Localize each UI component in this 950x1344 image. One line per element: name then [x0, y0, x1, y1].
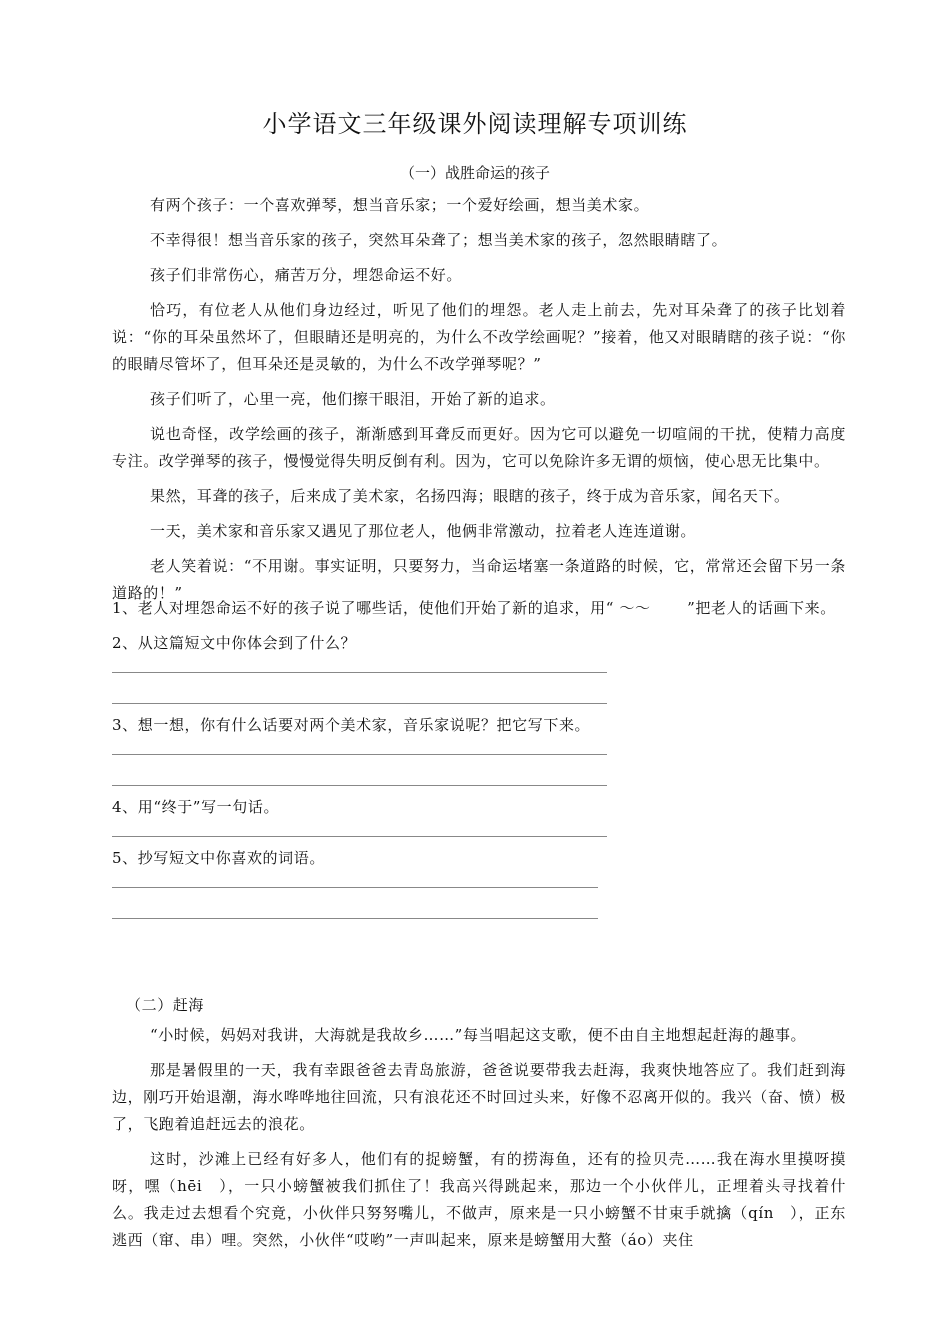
section-1-story — [112, 192, 846, 615]
story-paragraph: 恰巧，有位老人从他们身边经过，听见了他们的埋怨。老人走上前去，先对耳朵聋了的孩子比划着说：“你的耳朵虽然坏了，但眼睛还是明亮的，为什么不改学绘画呢？”接着，他又对眼睛瞎的孩子说：“你的眼睛尽管坏了，但耳朵还是灵敏的，为什么不改学弹琴呢？” — [112, 301, 846, 373]
answer-line[interactable] — [112, 672, 607, 673]
section-1-heading: （一）战胜命运的孩子 — [399, 164, 550, 182]
answer-line[interactable] — [112, 703, 607, 704]
answer-line[interactable] — [112, 918, 598, 919]
story-paragraph: 不幸得很！想当音乐家的孩子，突然耳朵聋了；想当美术家的孩子，忽然眼睛瞎了。 — [150, 231, 728, 249]
story-paragraph: 那是暑假里的一天，我有幸跟爸爸去青岛旅游，爸爸说要带我去赶海，我爽快地答应了。我们赶到海边，刚巧开始退潮，海水哗哗地往回流，只有浪花还不时回过头来，好像不忍离开似的。我兴（奋、愤）极了，飞跑着追赶远去的浪花。 — [112, 1061, 846, 1133]
story-paragraph: 说也奇怪，改学绘画的孩子，渐渐感到耳聋反而更好。因为它可以避免一切喧闹的干扰，使精力高度专注。改学弹琴的孩子，慢慢觉得失明反倒有利。因为，它可以免除许多无谓的烦恼，使心思无比集中。 — [112, 425, 846, 470]
story-paragraph: 一天，美术家和音乐家又遇见了那位老人，他俩非常激动，拉着老人连连道谢。 — [150, 522, 697, 540]
question-5: 5、抄写短文中你喜欢的词语。 — [112, 849, 325, 867]
question-4: 4、用“终于”写一句话。 — [112, 798, 280, 816]
answer-line[interactable] — [112, 887, 598, 888]
document-title: 小学语文三年级课外阅读理解专项训练 — [262, 110, 688, 138]
question-2: 2、从这篇短文中你体会到了什么？ — [112, 634, 357, 652]
question-1: 1、老人对埋怨命运不好的孩子说了哪些话，使他们开始了新的追求，用“ ～～ ”把老人的话画下来。 — [112, 599, 836, 617]
story-paragraph: 有两个孩子：一个喜欢弹琴，想当音乐家；一个爱好绘画，想当美术家。 — [150, 196, 650, 214]
story-paragraph: “小时候，妈妈对我讲，大海就是我故乡……”每当唱起这支歌，便不由自主地想起赶海的趣事。 — [150, 1026, 807, 1044]
questions-block — [112, 595, 846, 919]
story-paragraph: 果然，耳聋的孩子，后来成了美术家，名扬四海；眼瞎的孩子，终于成为音乐家，闻名天下。 — [150, 487, 790, 505]
section-2-story — [112, 1022, 846, 1262]
section-2-heading: （二）赶海 — [126, 996, 205, 1014]
story-paragraph: 老人笑着说：“不用谢。事实证明，只要努力，当命运堵塞一条道路的时候，它，常常还会留下另一条道路的！” — [112, 557, 846, 602]
answer-line[interactable] — [112, 785, 607, 786]
story-paragraph: 孩子们非常伤心，痛苦万分，埋怨命运不好。 — [150, 266, 463, 284]
answer-line[interactable] — [112, 754, 607, 755]
answer-line[interactable] — [112, 836, 607, 837]
story-paragraph: 孩子们听了，心里一亮，他们擦干眼泪，开始了新的追求。 — [150, 390, 556, 408]
question-3: 3、想一想，你有什么话要对两个美术家，音乐家说呢？把它写下来。 — [112, 716, 591, 734]
story-paragraph: 这时，沙滩上已经有好多人，他们有的捉螃蟹，有的捞海鱼，还有的捡贝壳……我在海水里摸呀摸呀，嘿（hēi ），一只小螃蟹被我们抓住了！我高兴得跳起来，那边一个小伙伴儿，正埋着头寻找着什么。我走过去想看个究竟，小伙伴只努努嘴儿，不做声，原来是一只小螃蟹不甘束手就擒（qín ），正东逃西（窜、串）哩。突然，小伙伴“哎哟”一声叫起来，原来是螃蟹用大螯（áo）夹住 — [112, 1150, 846, 1249]
